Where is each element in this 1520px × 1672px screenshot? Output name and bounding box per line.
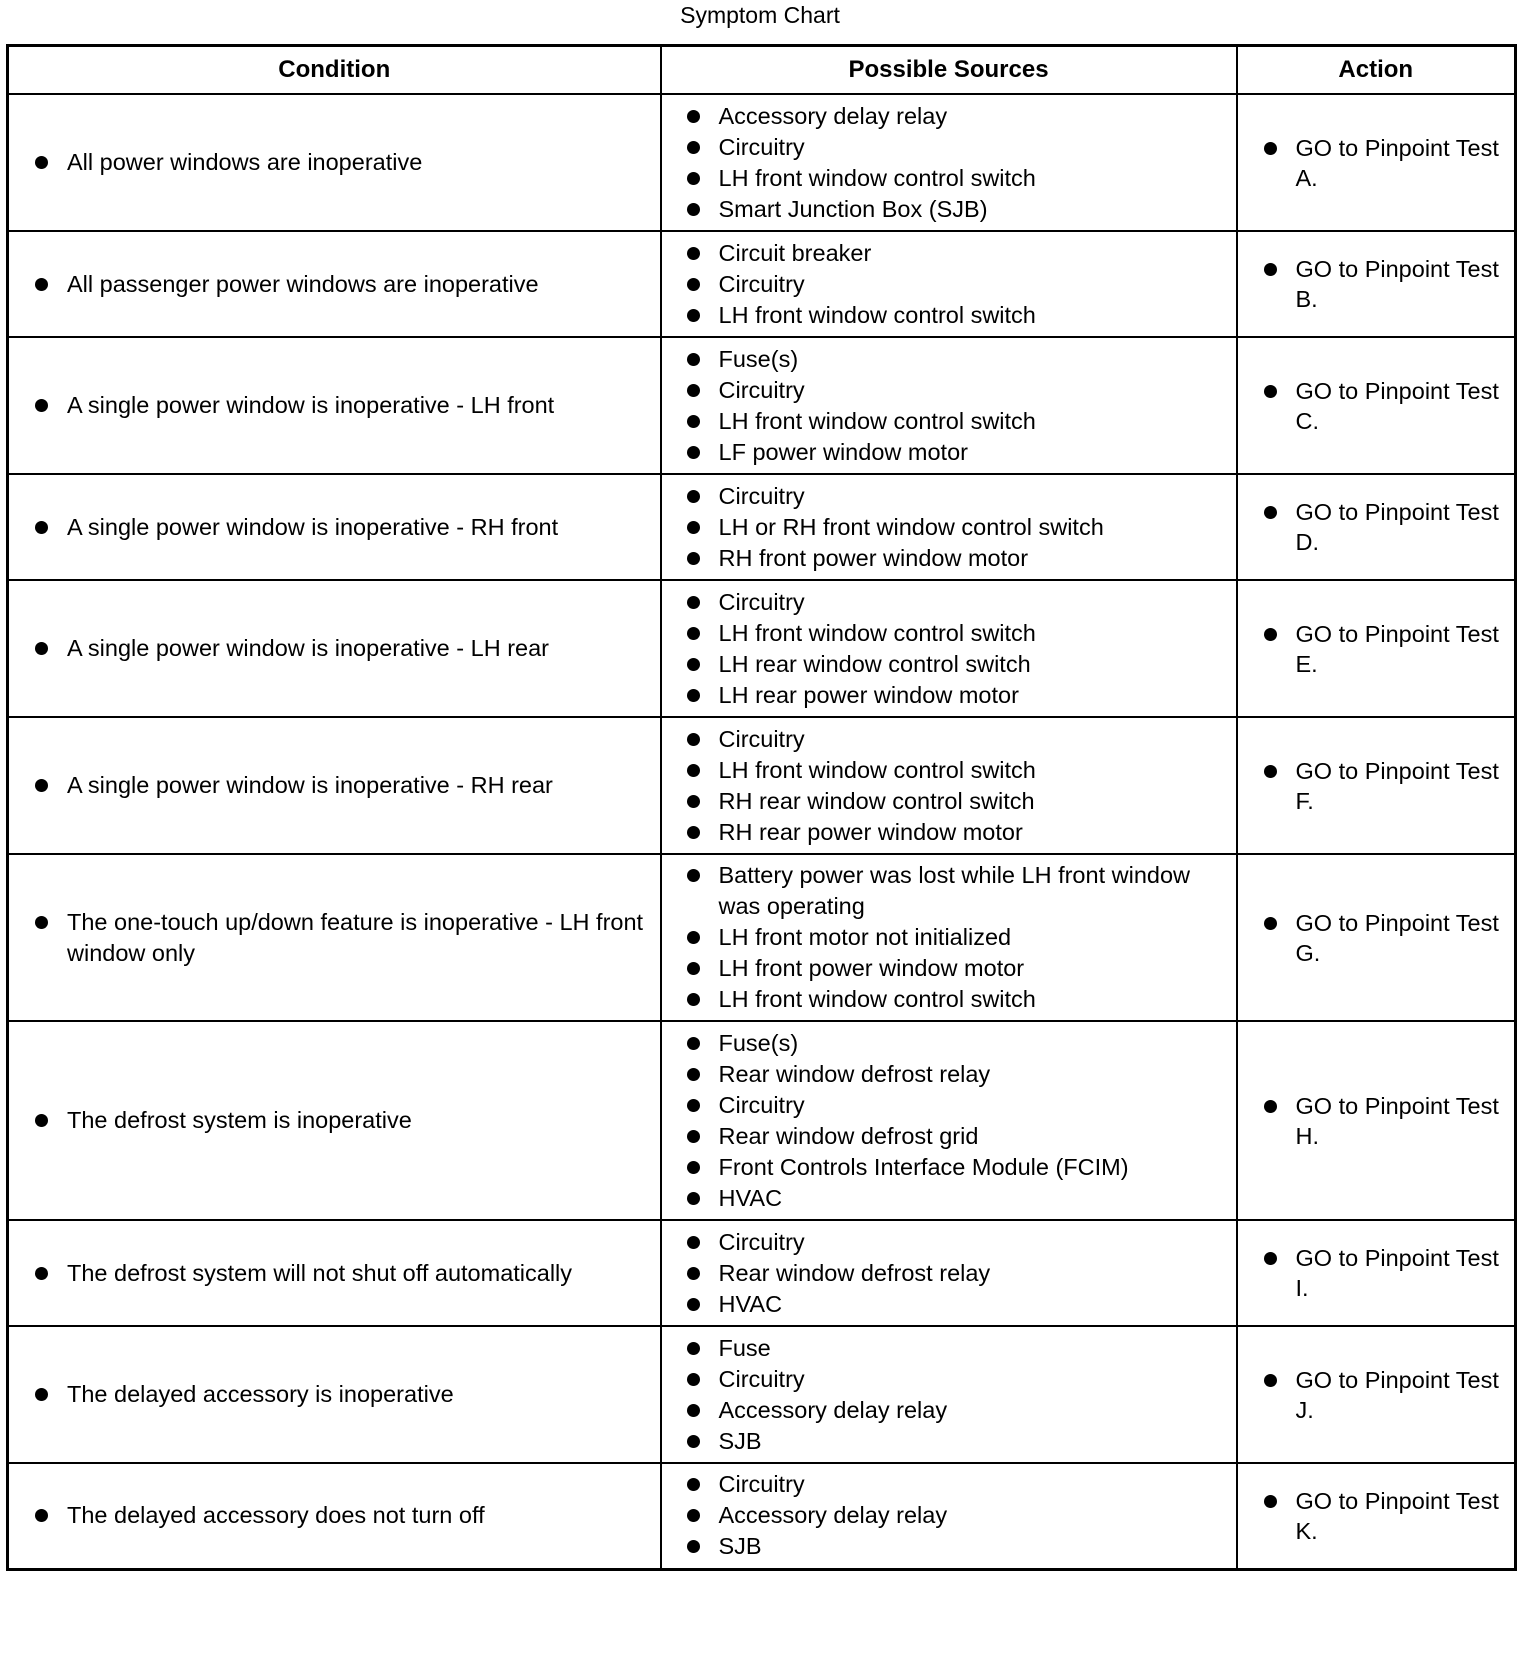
condition-cell — [8, 717, 661, 854]
sources-list — [686, 238, 1222, 331]
source-item: Front Controls Interface Module (FCIM) — [686, 1152, 1222, 1183]
source-item: Accessory delay relay — [686, 1500, 1222, 1531]
sources-cell — [661, 854, 1237, 1021]
source-item: SJB — [686, 1426, 1222, 1457]
table-header — [8, 46, 1516, 95]
source-item: Accessory delay relay — [686, 1395, 1222, 1426]
action-text: GO to Pinpoint Test A. — [1263, 133, 1505, 193]
table-row — [8, 580, 1516, 717]
source-item: Circuitry — [686, 1227, 1222, 1258]
sources-list — [686, 587, 1222, 711]
table-body — [8, 94, 1516, 1569]
source-item: Circuitry — [686, 481, 1222, 512]
source-item: LH front window control switch — [686, 984, 1222, 1015]
action-text: GO to Pinpoint Test F. — [1263, 756, 1505, 816]
condition-text: The defrost system will not shut off automatically — [34, 1258, 644, 1289]
header-row — [8, 46, 1516, 95]
action-cell — [1237, 717, 1516, 854]
sources-list — [686, 860, 1222, 1015]
source-item: Circuitry — [686, 1469, 1222, 1500]
action-text: GO to Pinpoint Test I. — [1263, 1243, 1505, 1303]
source-item: Fuse(s) — [686, 344, 1222, 375]
action-cell — [1237, 337, 1516, 474]
source-item: Circuitry — [686, 1364, 1222, 1395]
action-text: GO to Pinpoint Test J. — [1263, 1365, 1505, 1425]
condition-text: A single power window is inoperative - LH front — [34, 390, 644, 421]
action-cell — [1237, 94, 1516, 231]
action-cell — [1237, 231, 1516, 337]
source-item: Rear window defrost relay — [686, 1258, 1222, 1289]
sources-list — [686, 1227, 1222, 1320]
condition-cell — [8, 1326, 661, 1463]
condition-text: A single power window is inoperative - RH front — [34, 512, 644, 543]
header-condition: Condition — [8, 46, 661, 95]
table-row — [8, 474, 1516, 580]
condition-text: A single power window is inoperative - RH rear — [34, 770, 644, 801]
condition-text: The defrost system is inoperative — [34, 1105, 644, 1136]
source-item: LH front window control switch — [686, 618, 1222, 649]
condition-cell — [8, 1463, 661, 1569]
condition-text: All power windows are inoperative — [34, 147, 644, 178]
condition-cell — [8, 854, 661, 1021]
condition-cell — [8, 580, 661, 717]
action-cell — [1237, 1326, 1516, 1463]
action-cell — [1237, 1463, 1516, 1569]
sources-list — [686, 1333, 1222, 1457]
source-item: LH front window control switch — [686, 406, 1222, 437]
action-text: GO to Pinpoint Test K. — [1263, 1486, 1505, 1546]
source-item: LH rear window control switch — [686, 649, 1222, 680]
sources-cell — [661, 1021, 1237, 1220]
sources-cell — [661, 1220, 1237, 1326]
condition-text: A single power window is inoperative - LH rear — [34, 633, 644, 664]
source-item: RH rear window control switch — [686, 786, 1222, 817]
source-item: Circuitry — [686, 375, 1222, 406]
source-item: Battery power was lost while LH front window was operating — [686, 860, 1222, 922]
source-item: LH front window control switch — [686, 163, 1222, 194]
table-row — [8, 717, 1516, 854]
chart-title: Symptom Chart — [680, 2, 840, 28]
source-item: Circuitry — [686, 269, 1222, 300]
table-row — [8, 1326, 1516, 1463]
condition-text: All passenger power windows are inoperative — [34, 269, 644, 300]
sources-cell — [661, 337, 1237, 474]
source-item: SJB — [686, 1531, 1222, 1562]
sources-cell — [661, 231, 1237, 337]
sources-list — [686, 344, 1222, 468]
sources-cell — [661, 717, 1237, 854]
table-row — [8, 231, 1516, 337]
table-row — [8, 1220, 1516, 1326]
condition-cell — [8, 474, 661, 580]
sources-list — [686, 481, 1222, 574]
action-text: GO to Pinpoint Test G. — [1263, 908, 1505, 968]
source-item: HVAC — [686, 1183, 1222, 1214]
source-item: LH rear power window motor — [686, 680, 1222, 711]
action-cell — [1237, 1220, 1516, 1326]
action-cell — [1237, 854, 1516, 1021]
source-item: LH front window control switch — [686, 755, 1222, 786]
sources-cell — [661, 94, 1237, 231]
table-row — [8, 1463, 1516, 1569]
sources-cell — [661, 580, 1237, 717]
sources-cell — [661, 1463, 1237, 1569]
condition-text: The one-touch up/down feature is inoperative - LH front window only — [34, 907, 644, 969]
action-text: GO to Pinpoint Test B. — [1263, 254, 1505, 314]
condition-cell — [8, 94, 661, 231]
action-cell — [1237, 474, 1516, 580]
source-item: Fuse — [686, 1333, 1222, 1364]
source-item: RH front power window motor — [686, 543, 1222, 574]
source-item: Fuse(s) — [686, 1028, 1222, 1059]
source-item: RH rear power window motor — [686, 817, 1222, 848]
action-text: GO to Pinpoint Test H. — [1263, 1091, 1505, 1151]
condition-cell — [8, 1220, 661, 1326]
sources-cell — [661, 474, 1237, 580]
source-item: LH front power window motor — [686, 953, 1222, 984]
condition-text: The delayed accessory is inoperative — [34, 1379, 644, 1410]
condition-cell — [8, 231, 661, 337]
source-item: LH front window control switch — [686, 300, 1222, 331]
sources-cell — [661, 1326, 1237, 1463]
table-row — [8, 1021, 1516, 1220]
condition-cell — [8, 337, 661, 474]
source-item: Circuit breaker — [686, 238, 1222, 269]
symptom-table — [6, 44, 1517, 1571]
source-item: Accessory delay relay — [686, 101, 1222, 132]
source-item: LH or RH front window control switch — [686, 512, 1222, 543]
source-item: LH front motor not initialized — [686, 922, 1222, 953]
header-possible-sources: Possible Sources — [661, 46, 1237, 95]
sources-list — [686, 1028, 1222, 1214]
source-item: Circuitry — [686, 724, 1222, 755]
source-item: Circuitry — [686, 587, 1222, 618]
table-row — [8, 854, 1516, 1021]
action-text: GO to Pinpoint Test C. — [1263, 376, 1505, 436]
source-item: Rear window defrost relay — [686, 1059, 1222, 1090]
action-text: GO to Pinpoint Test E. — [1263, 619, 1505, 679]
source-item: Circuitry — [686, 132, 1222, 163]
action-cell — [1237, 580, 1516, 717]
action-text: GO to Pinpoint Test D. — [1263, 497, 1505, 557]
condition-cell — [8, 1021, 661, 1220]
source-item: HVAC — [686, 1289, 1222, 1320]
sources-list — [686, 1469, 1222, 1562]
sources-list — [686, 724, 1222, 848]
source-item: Circuitry — [686, 1090, 1222, 1121]
table-row — [8, 94, 1516, 231]
source-item: Smart Junction Box (SJB) — [686, 194, 1222, 225]
header-action: Action — [1237, 46, 1516, 95]
table-row — [8, 337, 1516, 474]
condition-text: The delayed accessory does not turn off — [34, 1500, 644, 1531]
source-item: Rear window defrost grid — [686, 1121, 1222, 1152]
sources-list — [686, 101, 1222, 225]
source-item: LF power window motor — [686, 437, 1222, 468]
action-cell — [1237, 1021, 1516, 1220]
